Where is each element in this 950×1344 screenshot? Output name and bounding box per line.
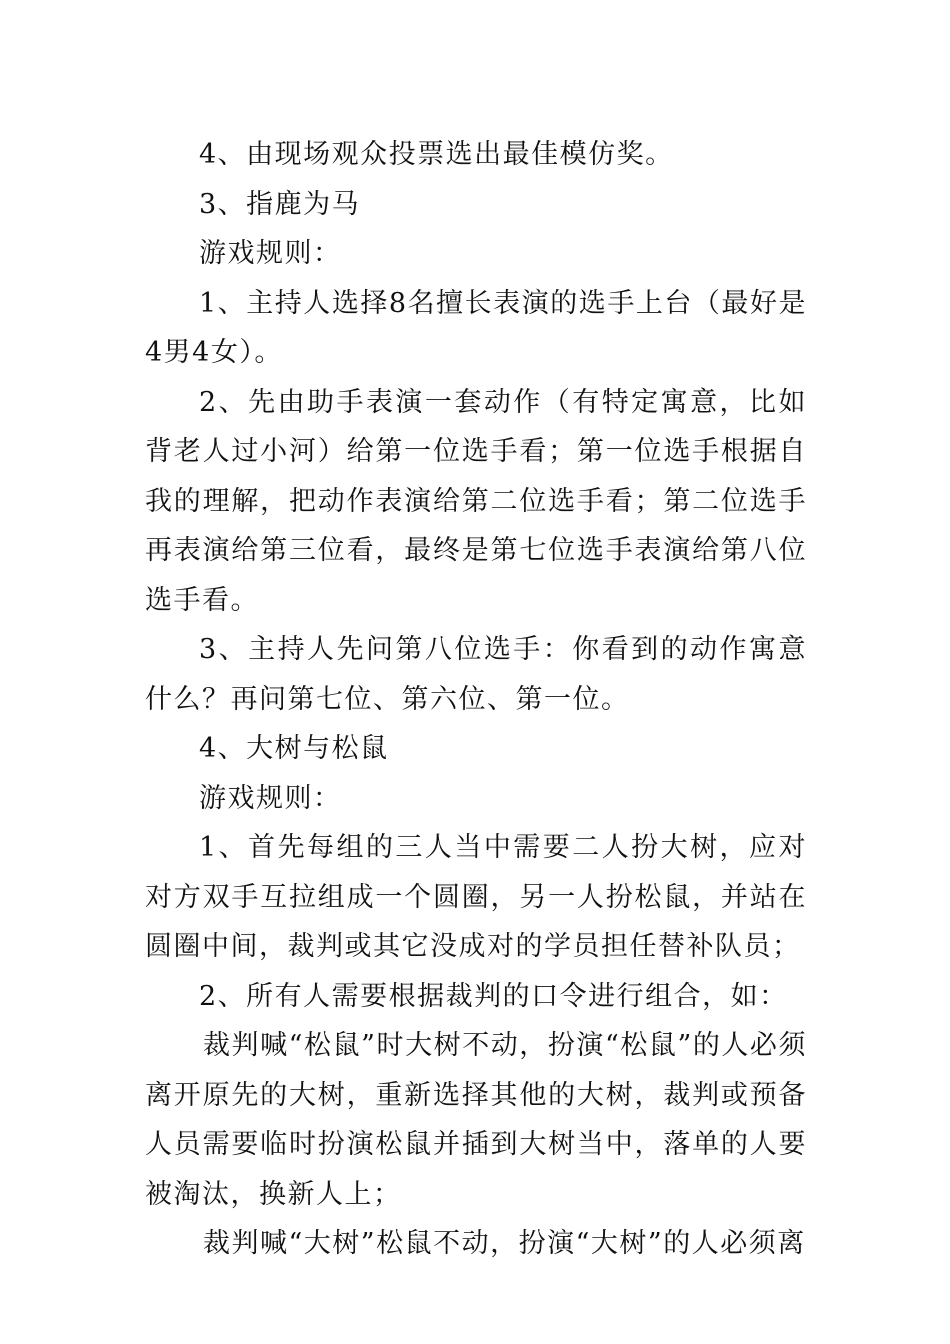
rule-item-1: 1、首先每组的三人当中需要二人扮大树，应对对方双手互拉组成一个圆圈，另一人扮松鼠，并站在圆圈中间，裁判或其它没成对的学员担任替补队员； <box>145 832 807 962</box>
rules-label: 游戏规则： <box>199 782 342 814</box>
tree-command-paragraph: 裁判喊“大树”松鼠不动，扮演“大树”的人必须离 <box>203 1228 806 1259</box>
rules-label: 游戏规则： <box>199 238 342 269</box>
document-body <box>145 130 807 1269</box>
rule-item-2: 2、所有人需要根据裁判的口令进行组合，如： <box>199 980 788 1012</box>
paragraph-best-imitation-vote: 4、由现场观众投票选出最佳模仿奖。 <box>199 139 674 170</box>
heading-tree-squirrel-game: 4、大树与松鼠 <box>199 733 389 764</box>
heading-deer-horse-game: 3、指鹿为马 <box>199 188 361 220</box>
rule-item-3: 3、主持人先问第八位选手：你看到的动作寓意什么？再问第七位、第六位、第一位。 <box>145 634 807 715</box>
squirrel-command-paragraph: 裁判喊“松鼠”时大树不动，扮演“松鼠”的人必须离开原先的大树，重新选择其他的大树，裁判或预备人员需要临时扮演松鼠并插到大树当中，落单的人要被淘汰，换新人上； <box>145 1030 807 1210</box>
rule-item-1: 1、主持人选择8名擅长表演的选手上台（最好是4男4女）。 <box>145 287 807 368</box>
rule-item-2: 2、先由助手表演一套动作（有特定寓意，比如背老人过小河）给第一位选手看；第一位选手根据自我的理解，把动作表演给第二位选手看；第二位选手再表演给第三位看，最终是第七位选手表演给第八位选手看。 <box>145 386 807 616</box>
